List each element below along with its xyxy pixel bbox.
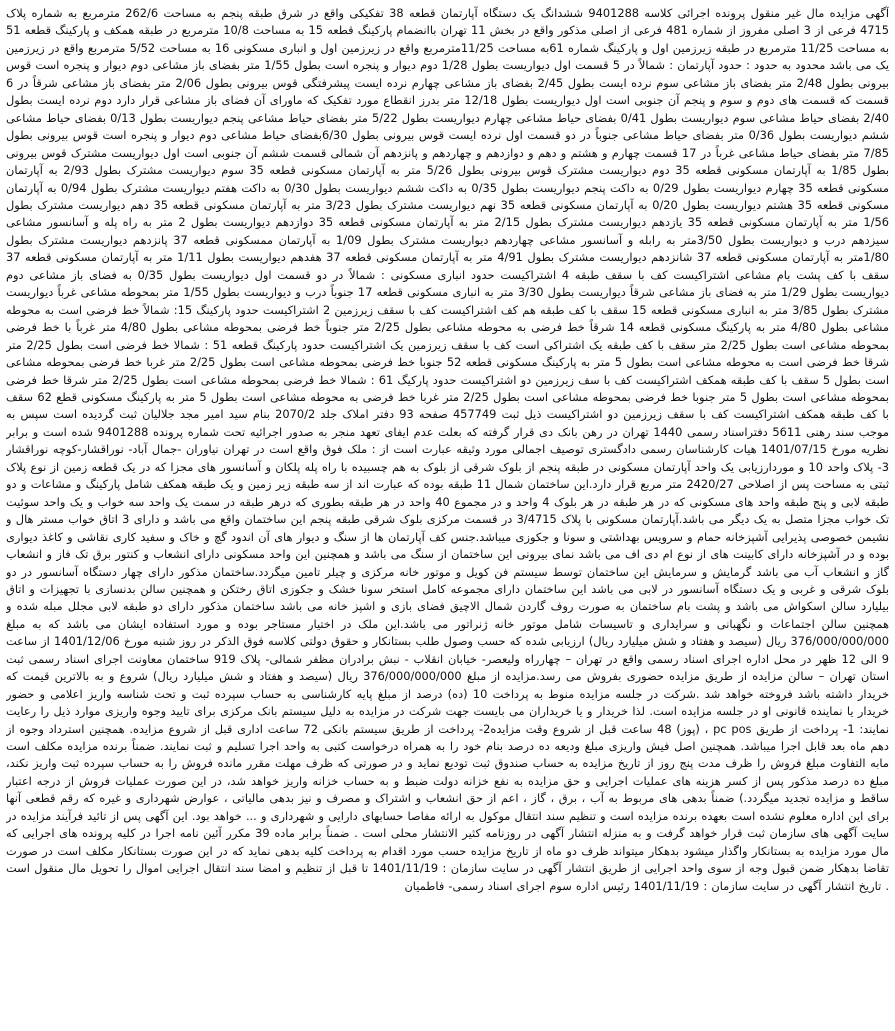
- auction-notice-document: [6, 5, 889, 1027]
- notice-body-text: آگهی مزایده مال غیر منقول پرونده اجرائی کلاسه 9401288 ششدانگ یک دستگاه آپارتمان قطعه 38 تفکیکی واقع در شرق طبقه پنجم به مساحت 262/6 مترمربع به شماره پلاک 4715 فرعی از 3 اصلی مفروز از شماره 481 فرعی از اصلی مذکور واقع در بخش 11 تهران باانضمام پارکینگ قطعه 15 به مساحت 10/8 مترمربع در طبقه همکف و پارکینگ قطعه 51 به مساحت 11/25 مترمربع در طبقه زیرزمین اول و پارکینگ شماره 61به مساحت 11/25مترمربع واقع در زیرزمین اول و انباری مسکونی 16 به مساحت 5/52 مترمربع واقع در زیرزمین یک می باشد محدود به حدود : حدود آپارتمان : شمالاً در 5 قسمت اول دیواریست بطول 1/28 دوم دیوار و پنجره است بطول 1/55 متر بفضای باز مشاعی دوم دیوار و پنجره است قوس بیرونی بطول 2/48 متر بفضای باز مشاعی سوم نرده ایست بطول 2/45 بفضای باز مشاعی چهارم نرده ایست پیشرفتگی قوس بیرونی بطول 2/06 متر بفضای باز مشاعی شرقاً در 6 قسمت که قسمت های دوم و سوم و پنجم آن جنوبی است اول دیواریست بطول 12/18 متر بدرز انقطاع مورد تفکیک که ماورای آن فضای باز مشاعی قرار دارد دوم نرده ایست بطول 2/40 بفضای حیاط مشاعی سوم دیواریست بطول 0/41 بفضای حیاط مشاعی چهارم دیواریست بطول 5/22 متر بفضای حیاط مشاعی پنجم دیواریست بطول 0/13 بفضای حیاط مشاعی ششم دیواریست بطول 0/36 متر بفضای حیاط مشاعی جنوباً در دو قسمت اول نرده ایست قوس بیرونی بطول 6/30بفضای حیاط مشاعی دوم دیوار و پنجره است قوس بیرونی بطول 7/85 متر بفضای حیاط مشاعی غرباً در 17 قسمت چهارم و هشتم و دهم و دوازدهم و چهاردهم و پانزدهم آن شمالی قسمت ششم آن جنوبی است اول دیواریست مشترک قوس بیرونی بطول 1/85 به آپارتمان مسکونی قطعه 35 دوم دیواریست مشترک قوس بیرونی بطول 5/26 متر به آپارتمان مسکونی قطعه 35 سوم دیواریست مشترک بطول 2/93 به آپارتمان مسکونی قطعه 35 چهارم دیواریست بطول 0/29 به داکت پنجم دیواریست بطول 0/35 به داکت ششم دیواریست بطول 0/30 به داکت هفتم دیواریست مشترک بطول 0/94 به آپارتمان مسکونی قطعه 35 هشتم دیواریست بطول 0/20 به آپارتمان مسکونی قطعه 35 نهم دیواریست مشترک بطول 3/23 متر به آپارتمان مسکونی قطعه 35 دهم دیواریست مشترک بطول 1/56 متر به آپارتمان مسکونی قطعه 35 یازدهم دیواریست مشترک بطول 2/15 متر به آپارتمان مسکونی قطعه 35 دوازدهم دیواریست بطول 2 متر به راه پله و آسانسور مشاعی سیزدهم درب و دیواریست بطول 3/50متر به رابله و آسانسور مشاعی چهاردهم دیواریست مشترک بطول 1/09 به آپارتمان ممسکونی قطعه 37 پانزدهم دیواریست مشترک بطول 1/80متر به آپارتمان مسکونی قطعه 37 شانزدهم دیواریست مشترک بطول 4/91 متر به آپارتمان مسکونی قطعه 37 هفدهم دیواریست بطول 1/11 متر به آپارتمان مسکونی قطعه 37 سقف با کف پشت بام مشاعی اشتراکیست کف با سقف طبقه 4 اشتراکیست حدود انباری مسکونی : شمالاً در دو قسمت اول دیواریست بطول 0/35 به فضای باز مشاعی دوم دیواریست بطول 1/29 متر به فضای باز مشاعی شرقاً دیواریست بطول 3/30 متر به انباری مسکونی قطعه 17 جنوباً درب و دیواریست بطول 1/55 متر بمحوطه مشاعی غرباً دیواریست مشترک بطول 3/85 متر به انباری مسکونی قطعه 15 سقف با کف طبقه هم کف اشتراکیست کف با سقف زیرزمین 2 اشتراکیست حدود پارکینگ 15: شمالاً خط فرضی است به محوطه مشاعی بطول 4/80 متر به پارکینگ مسکونی قطعه 14 شرقاً خط فرضی به محوطه مشاعی بطول 2/25 متر جنوباً خط فرضی بمحوطه مشاعی بطول 4/80 متر غرباً با خط فرضی بمحوطه مشاعی است بطول 2/25 متر سقف با کف طبقه یک اشتراکی است کف با سقف زیرزمین یک اشتراکیست حدود پارکینگ قطعه 51 : شمالا خط فرضی است بطول 2/25 متر شرقا خط فرضی است به محوطه مشاعی است بطول 5 متر به پارکینگ مسکونی قطعه 52 جنوبا خط فرضی بمحوطه مشاعی است بطول 2/25 متر غربا خط فرضی بمحوطه مشاعی است بطول 5 سقف با کف طبقه همکف اشتراکیست کف با سف زیرزمین دو اشتراکیست حدود پارکیگ 61 : شمالا خط فرضی بمحوطه مشاعی است بطول 2/25 متر شرقا خط فرضی بمحوطه مشاعی است بطول 5 متر جنوبا خط فرضی بمحوطه مشاعی است بطول 2/25 متر غربا خط فرضی به محوطه مشاعی است بطول 5 متر به پارکینگ مسکونی قطع 62 سقف با کف طبقه همکف اشتراکیست کف با سقف زیرزمین دو اشتراکیست ذیل ثبت 457749 صفحه 93 دفتر املاک جلد 2070/2 بنام سید امیر مجد جلالیان ثبت گردیده است سپس به موجب سند رهنی 5611 دفتراسناد رسمی 1440 تهران در رهن بانک دی قرار گرفته که بعلت عدم ایفای تعهد منجر به صدور اجرائیه تحت شماره پرونده 9401288 شده است و برابر نظریه مورخ 1401/07/15 هیات کارشناسان رسمی دادگستری توصیف اجمالی مورد وثیقه عبارت است از : ملک فوق واقع است در تهران نیاوران -جمال آباد- نوراقشار-کوچه نوراقشار 3- پلاک واحد 10 و موردارزیابی یک واحد آپارتمان مسکونی در طبقه پنجم از بلوک شرقی از بلوک به هم چسبیده با راه پله پلکان و آسانسور های مجزا که در یک قطعه زمین از نوع پلاک ثبتی به مساحت پس از اصلاحی 2420/27 متر مربع قرار دارد.این ساختمان شمال 11 طبقه بوده که عبارت اند از سه طبقه زیر زمین و یک طبقه همکف شامل پارکینگ و مشاعات و دو طبقه لابی و پنج طبقه واحد های مسکونی که در هر طبقه در هر بلوک 4 واحد و در مجموع 40 واحد در هر طبقه بطوری که درهر طبقه در سمت یک واحد سه خواب و یک واحد سوئیت تک خواب مجزا متصل به یک دیگر می باشد.آپارتمان مسکونی با پلاک 3/4715 در قسمت مرکزی بلوک شرقی طبقه پنجم این ساختمان واقع می باشد و دارای 3 اتاق خواب مستر هال و نشیمن خصوصی پذیرایی آشپزخانه حمام و سرویس بهداشتی و سونا و جکوزی میباشد.جنس کف آپارتمان ها از سنگ و دیوار های آن اندود گچ و خاک و سفید کاری نقاشی و کاغذ دیواری بوده و در آشپزخانه دارای کابینت های از نوع ام دی اف می باشد نمای بیرونی این ساختمان از سنگ می باشد و همچنین این واحد مسکونی دارای انشعاب و کنتور برق تک فاز و انشعاب گاز و انشعاب آب می باشد گرمایش و سرمایش این ساختمان توسط سیستم فن کویل و موتور خانه مرکزی و چیلر تامین میگردد.ساختمان مذکور دارای چهار دستگاه آسانسور در دو بلوک شرقی و غربی و یک دستگاه آسانسور در لابی می باشد این ساختمان دارای مجموعه کامل استخر سونا خشک و جکوزی اتاق رختکن و همچنین سالن بدنسازی با تجهیزات و اتاق بیلیارد سالن اسکواش می باشد و پشت بام ساختمان به صورت روف گاردن شمال الاچیق فضای بازی و اشپز خانه می باشد ساختمان مذکور دارای دو طبقه لابی مجلل مبله شده و همچنین سالن اجتماعات و نگهبانی و سرایداری و تاسیسات شامل موتور خانه ژنراتور می باشد.این ملک در اختیار مستاجر بوده و مورد استفاده ایشان می باشد که به مبلغ 376/000/000/000 ریال (سیصد و هفتاد و شش میلیارد ریال) ارزیابی شده که حسب وصول طلب بستانکار و حقوق دولتی کلاسه فوق الذکر در روز شنبه مورخ 1401/12/06 از ساعت 9 الی 12 ظهر در محل اداره اجرای اسناد رسمی واقع در تهران – چهارراه ولیعصر- خیابان انقلاب - نبش برادران مظفر شمالی- پلاک 919 ساختمان معاونت اجرای اسناد رسمی ثبت استان تهران – سالن مزایده از طریق مزایده حضوری بفروش می رسد.مزایده از مبلغ 376/000/000/000 ریال (سیصد و هفتاد و شش میلیارد ریال) شروع و به بالاترین قیمت که خریدار داشته باشد فروخته خواهد شد .شرکت در جلسه مزایده منوط به پرداخت 10 (ده) درصد از مبلغ پایه کارشناسی به حساب سپرده ثبت و تحت شناسه واریز اعلامی و حضور خریدار یا نماینده قانونی او در جلسه مزایده است. لذا خریدار و یا خریداران می بایست جهت شرکت در مزایده به دلیل سیستم بانک مرکزی برای تایید وجوه واریزی موارد ذیل را رعایت نمایند: 1- پرداخت از طریق pc pos ، (پوز) 48 ساعت قبل از شروع وقت مزایده2- پرداخت از طریق سیستم بانکی 72 ساعت اداری قبل از شروع مزایده. همچنین استرداد وجوه از دهم ماه بعد قابل اجرا میباشد. همچنین اصل فیش واریزی مبلغ ودیعه ده درصد بنام خود را به همراه درخواست کتبی به واحد اجرا تسلیم و ثبت نمایند. ضمناً برنده مزایده مکلف است مابه التفاوت مبلغ فروش را ظرف مدت پنج روز از تاریخ مزایده به حساب صندوق ثبت تودیع نماید و در صورتی که ظرف مهلت مقرر مانده فروش را به حساب سپرده ثبت واریز نکند، مبلغ ده درصد مذکور پس از کسر هزینه های عملیات اجرایی و حق مزایده به نفع خزانه دولت ضبط و به حساب خزانه واریز خواهد شد، در این صورت عملیات فروش از درجه اعتبار ساقط و مزایده تجدید میگردد.) ضمناً بدهی های مربوط به آب ، برق ، گاز ، اعم از حق انشعاب و اشتراک و مصرف و نیز بدهی مالیاتی ، عوارض شهرداری و غیره که رقم قطعی آنها برای این اداره معلوم نشده است بعهده برنده مزایده است و تنظیم سند انتقال موکول به ارائه مفاصا حسابهای دارایی و شهرداری و ... خواهد بود. این آگهی پس از تائید فرآیند مزایده در سایت آگهی های سازمان ثبت قرار خواهد گرفت و به منزله انتشار آگهی در روزنامه کثیر الانتشار محلی است . ضمناً برابر ماده 39 مکرر آئین نامه اجرا در کلیه پرونده های اجرایی که مال مورد مزایده به بستانکار واگذار میشود بدهکار میتواند ظرف دو ماه از تاریخ مزایده حسب مورد اقدام به پرداخت کلیه بدهی نماید که در این صورت بستانکار مکلف است در صورت تقاضا بدهکار ضمن قبول وجه از سوی واحد اجرایی از طریق انتشار آگهی در سایت سازمان : 1401/11/19 تا قبل از تنظیم و امضا سند انتقال اجرایی اموال را تحویل مال منقول است . تاریخ انتشار آگهی در سایت سازمان : 1401/11/19 رئیس اداره سوم اجرای اسناد رسمی- فاطمیان: [6, 6, 889, 893]
